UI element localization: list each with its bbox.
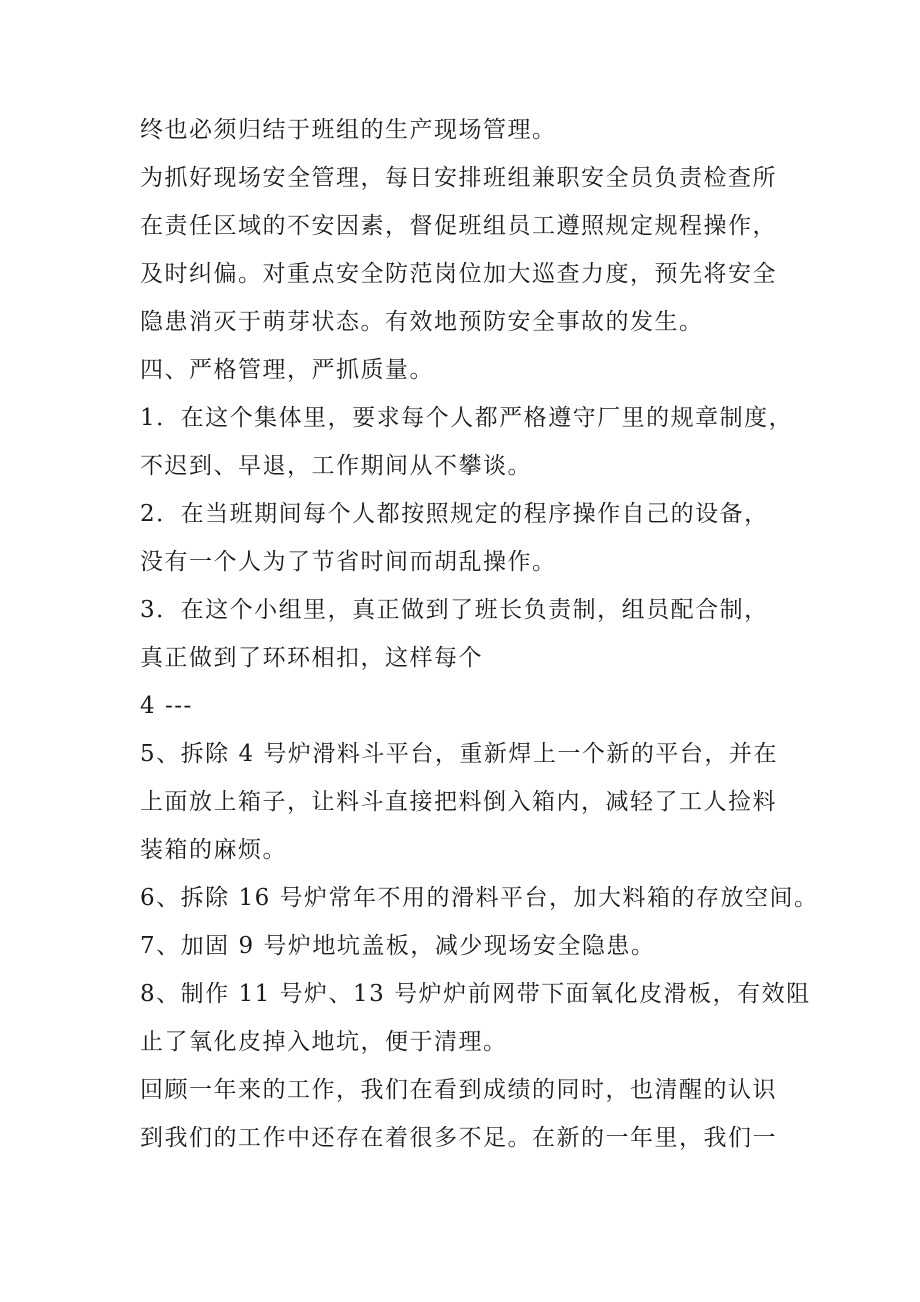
text-line: 8、制作 11 号炉、13 号炉炉前网带下面氧化皮滑板，有效阻 <box>140 981 811 1007</box>
page-separator: 4 --- <box>140 693 193 719</box>
text-line: 2．在当班期间每个人都按照规定的程序操作自己的设备， <box>140 501 769 527</box>
text-line: 隐患消灭于萌芽状态。有效地预防安全事故的发生。 <box>140 309 704 335</box>
text-line: 1．在这个集体里，要求每个人都严格遵守厂里的规章制度， <box>140 405 794 431</box>
text-line: 7、加固 9 号炉地坑盖板，减少现场安全隐患。 <box>140 933 656 959</box>
text-line: 装箱的麻烦。 <box>140 837 287 863</box>
text-line: 在责任区域的不安因素，督促班组员工遵照规定规程操作， <box>140 213 777 239</box>
text-line: 到我们的工作中还存在着很多不足。在新的一年里，我们一 <box>140 1125 777 1151</box>
text-line: 止了氧化皮掉入地坑，便于清理。 <box>140 1029 508 1055</box>
text-line: 3．在这个小组里，真正做到了班长负责制，组员配合制， <box>140 597 769 623</box>
text-line: 上面放上箱子，让料斗直接把料倒入箱内，减轻了工人捡料 <box>140 789 777 815</box>
text-line: 为抓好现场安全管理，每日安排班组兼职安全员负责检查所 <box>140 165 777 191</box>
document-body <box>140 106 819 1162</box>
text-line: 不迟到、早退，工作期间从不攀谈。 <box>140 453 532 479</box>
text-line: 及时纠偏。对重点安全防范岗位加大巡查力度，预先将安全 <box>140 261 777 287</box>
text-line: 5、拆除 4 号炉滑料斗平台，重新焊上一个新的平台，并在 <box>140 741 778 767</box>
text-line: 终也必须归结于班组的生产现场管理。 <box>140 117 557 143</box>
section-heading: 四、严格管理，严抓质量。 <box>140 357 434 383</box>
text-line: 回顾一年来的工作，我们在看到成绩的同时，也清醒的认识 <box>140 1077 777 1103</box>
text-line: 没有一个人为了节省时间而胡乱操作。 <box>140 549 557 575</box>
text-line: 6、拆除 16 号炉常年不用的滑料平台，加大料箱的存放空间。 <box>140 885 819 911</box>
text-line: 真正做到了环环相扣，这样每个 <box>140 645 483 671</box>
